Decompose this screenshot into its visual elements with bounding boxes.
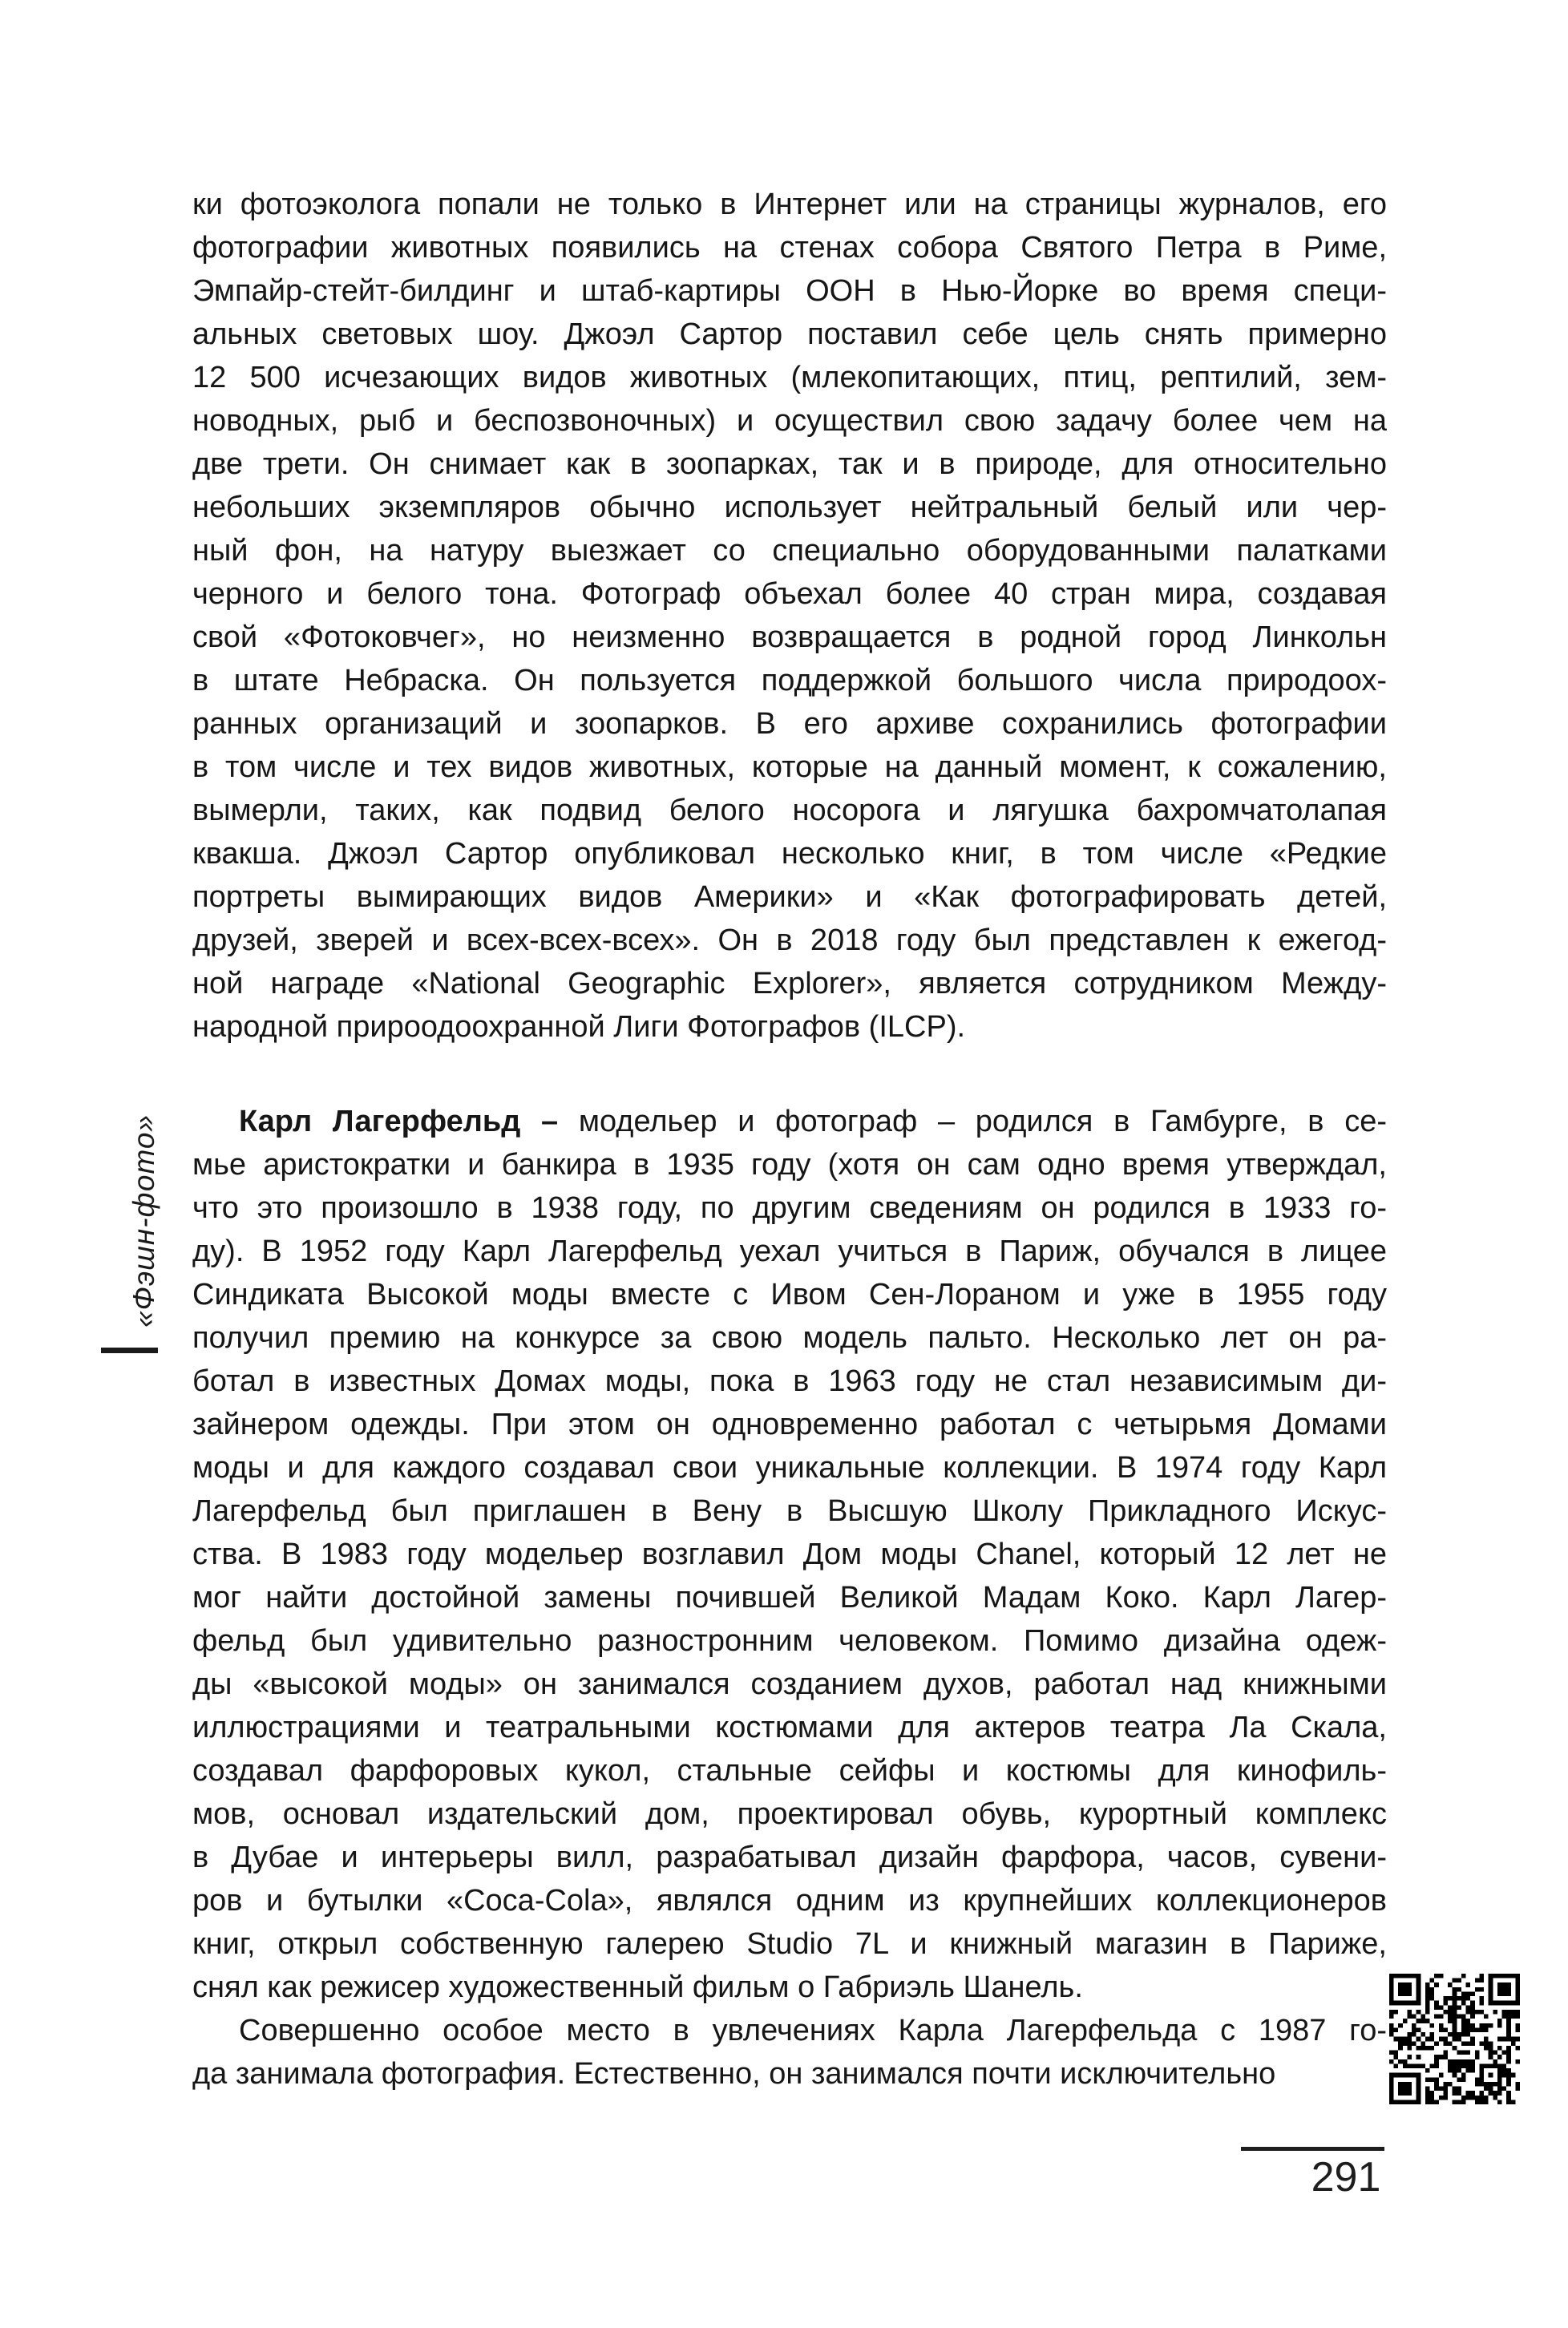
text-line: свой «Фотоковчег», но неизменно возвращается в родной город Линкольн <box>192 620 1387 654</box>
text-line: в том числе и тех видов животных, которые на данный момент, к сожалению, <box>192 750 1387 784</box>
text-line: в Дубае и интерьеры вилл, разрабатывал дизайн фарфора, часов, сувени- <box>192 1841 1387 1874</box>
text-line: ды «высокой моды» он занимался созданием духов, работал над книжными <box>192 1667 1387 1701</box>
text-line: ботал в известных Домах моды, пока в 1963 году не стал независимым ди- <box>192 1364 1387 1398</box>
text-line: новодных, рыб и беспозвоночных) и осуществил свою задачу более чем на <box>192 404 1387 438</box>
sidebar-rubric-rule <box>101 1348 158 1353</box>
paragraph-1 <box>192 183 1387 1049</box>
text-line: Эмпайр-стейт-билдинг и штаб-картиры ООН в Нью-Йорке во время специ- <box>192 274 1387 308</box>
text-line: ранных организаций и зоопарков. В его архиве сохранились фотографии <box>192 707 1387 741</box>
text-line: вымерли, таких, как подвид белого носорога и лягушка бахромчатолапая <box>192 794 1387 827</box>
text-line: что это произошло в 1938 году, по другим сведениям он родился в 1933 го- <box>192 1191 1387 1225</box>
qr-code <box>1389 1974 1520 2104</box>
sidebar-rubric-label: «Фэшн-фото» <box>127 1113 160 1328</box>
text-line: да занимала фотография. Естественно, он занимался почти исключительно <box>192 2057 1276 2091</box>
text-line: Совершенно особое место в увлечениях Карла Лагерфельда с 1987 го- <box>239 2014 1387 2047</box>
paragraph-2 <box>192 1100 1387 2009</box>
page-number: 291 <box>1311 2154 1381 2201</box>
text-line: черного и белого тона. Фотограф объехал более 40 стран мира, создавая <box>192 577 1387 611</box>
body-text-column <box>192 183 1387 2096</box>
text-line: иллюстрациями и театральными костюмами для актеров театра Ла Скала, <box>192 1711 1387 1744</box>
text-line: ров и бутылки «Coca-Cola», являлся одним из крупнейших коллекционеров <box>192 1884 1387 1918</box>
text-line: альных световых шоу. Джоэл Сартор поставил себе цель снять примерно <box>192 317 1387 351</box>
text-line: ной награде «National Geographic Explorer», является сотрудником Между- <box>192 967 1387 1000</box>
text-line: создавал фарфоровых кукол, стальные сейфы и костюмы для кинофиль- <box>192 1754 1387 1788</box>
text-line: ду). В 1952 году Карл Лагерфельд уехал учиться в Париж, обучался в лицее <box>192 1235 1387 1268</box>
text-line: снял как режисер художественный фильм о Габриэль Шанель. <box>192 1970 1083 2004</box>
text-line: друзей, зверей и всех-всех-всех». Он в 2018 году был представлен к ежегод- <box>192 924 1387 957</box>
text-line: небольших экземпляров обычно использует нейтральный белый или чер- <box>192 491 1387 524</box>
text-line: фотографии животных появились на стенах собора Святого Петра в Риме, <box>192 231 1387 265</box>
text-line: фельд был удивительно разностронним человеком. Помимо дизайна одеж- <box>192 1624 1387 1658</box>
footer-rule <box>1241 2147 1384 2151</box>
text-line: две трети. Он снимает как в зоопарках, так и в природе, для относительно <box>192 447 1387 481</box>
text-line: зайнером одежды. При этом он одновременно работал с четырьмя Домами <box>192 1408 1387 1441</box>
entry-term: Карл Лагерфельд – <box>239 1105 559 1138</box>
text-line: ный фон, на натуру выезжает со специально оборудованными палатками <box>192 534 1387 568</box>
entry-text: модельер и фотограф – родился в Гамбурге, в се- <box>558 1105 1387 1138</box>
text-line: в штате Небраска. Он пользуется поддержкой большого числа природоох- <box>192 664 1387 697</box>
text-line <box>192 1100 1387 1143</box>
text-line: ства. В 1983 году модельер возглавил Дом моды Chanel, который 12 лет не <box>192 1538 1387 1571</box>
text-line: портреты вымирающих видов Америки» и «Как фотографировать детей, <box>192 880 1387 914</box>
text-line: квакша. Джоэл Сартор опубликовал несколько книг, в том числе «Редкие <box>192 837 1387 871</box>
paragraph-3 <box>192 2009 1387 2096</box>
text-line: 12 500 исчезающих видов животных (млекопитающих, птиц, рептилий, зем- <box>192 361 1387 394</box>
text-line: книг, открыл собственную галерею Studio 7L и книжный магазин в Париже, <box>192 1927 1387 1961</box>
text-line: мье аристократки и банкира в 1935 году (хотя он сам одно время утверждал, <box>192 1148 1387 1182</box>
text-line: моды и для каждого создавал свои уникальные коллекции. В 1974 году Карл <box>192 1451 1387 1485</box>
text-line: народной прироодоохранной Лиги Фотографов (ILCP). <box>192 1010 966 1044</box>
text-line: Лагерфельд был приглашен в Вену в Высшую Школу Прикладного Искус- <box>192 1494 1387 1528</box>
text-line: получил премию на конкурсе за свою модель пальто. Несколько лет он ра- <box>192 1321 1387 1355</box>
text-line: ки фотоэколога попали не только в Интернет или на страницы журналов, его <box>192 188 1387 221</box>
text-line: Синдиката Высокой моды вместе с Ивом Сен-Лораном и уже в 1955 году <box>192 1278 1387 1312</box>
text-line: мов, основал издательский дом, проектировал обувь, курортный комплекс <box>192 1797 1387 1831</box>
text-line: мог найти достойной замены почившей Великой Мадам Коко. Карл Лагер- <box>192 1581 1387 1615</box>
